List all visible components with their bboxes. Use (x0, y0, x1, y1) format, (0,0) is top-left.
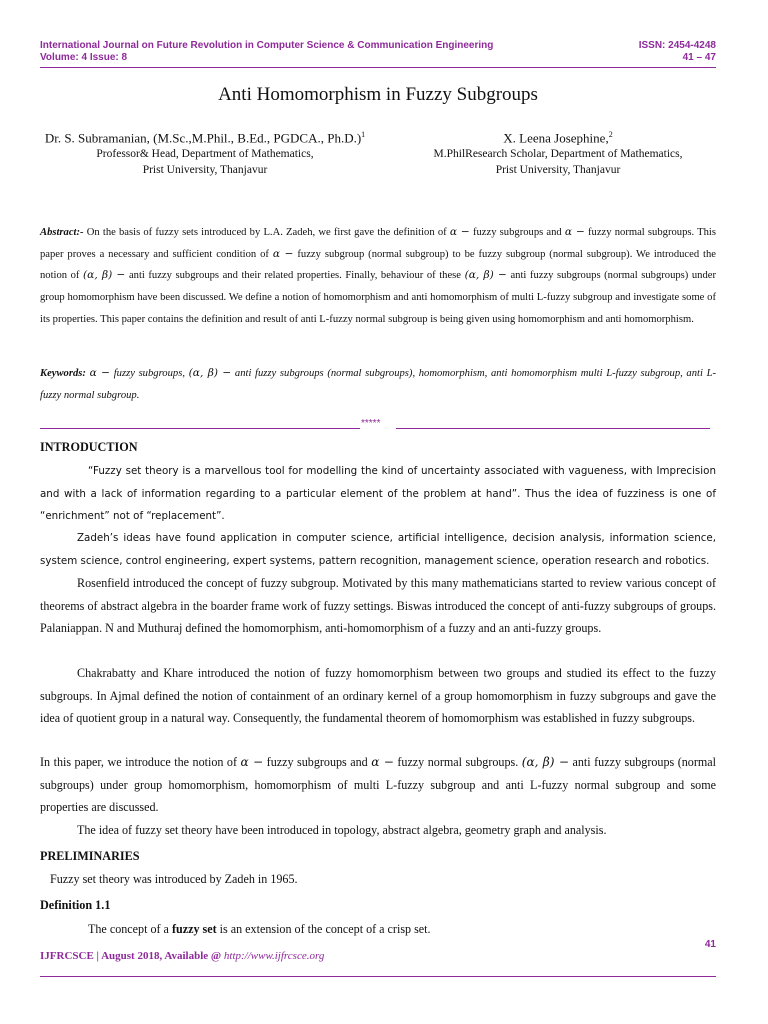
issn: ISSN: 2454-4248 (638, 40, 716, 51)
prelim-paragraph: Fuzzy set theory was introduced by Zadeh in 1965. (50, 872, 298, 886)
journal-name: International Journal on Future Revolution in Computer Science & Communication Engineering (40, 40, 494, 51)
footer-rule (40, 976, 716, 977)
page-range: 41 – 47 (682, 52, 716, 63)
abstract: Abstract:- On the basis of fuzzy sets introduced by L.A. Zadeh, we first gave the definition of α − fuzzy subgroups and α − fuzzy normal subgroups. This paper proves a necessary and sufficient condition of α − fuzzy subgroup (normal subgroup) to be fuzzy subgroup (normal subgroup). We introduced the notion of (α, β) − anti fuzzy subgroups and their related properties. Finally, behaviour of these (α, β) − anti fuzzy subgroups (normal subgroups) under group homomorphism have been discussed. We define a notion of homomorphism and anti homomorphism of multi L-fuzzy subgroup and investigate some of its properties. This paper contains the definition and result of anti L-fuzzy normal subgroup is being given using homomorphism and anti homomorphism. (40, 226, 716, 325)
intro-paragraph-3: Rosenfield introduced the concept of fuzzy subgroup. Motivated by this many mathematicians started to review various concept of theorems of abstract algebra in the boarder frame work of fuzzy settings. Biswas introduced the concept of anti-fuzzy subgroups of groups. Palaniappan. N and Muthuraj defined the homomorphism, anti-homomorphism of a fuzzy and an anti-fuzzy groups. (40, 576, 716, 636)
page-footer: IJFRCSCE | August 2018, Available @ http://www.ijfrcsce.org (40, 950, 325, 962)
alpha-symbol: α − (272, 247, 294, 260)
author-university: Prist University, Thanjavur (495, 164, 621, 177)
alpha-symbol: α − (371, 755, 394, 769)
journal-url[interactable]: http://www.ijfrcsce.org (223, 950, 325, 962)
alpha-beta-symbol: (α, β) − (464, 269, 507, 282)
author-affiliation: M.PhilResearch Scholar, Department of Mathematics, (433, 148, 683, 161)
alpha-symbol: α − (89, 367, 111, 379)
author-name: Dr. S. Subramanian, (M.Sc.,M.Phil., B.Ed., PGDCA., Ph.D.)$^1$ (44, 130, 366, 146)
separator-line-left (40, 428, 360, 429)
journal-info (40, 40, 493, 64)
alpha-symbol: α − (449, 226, 470, 238)
intro-paragraph-4: Chakrabatty and Khare introduced the notion of fuzzy homomorphism between two groups and studied its effect to the fuzzy subgroups. In Ajmal defined the notion of containment of an ordinary kernel of a group homomorphism in fuzzy subgroups and gave the idea of quotient group in a natural way. Consequently, the fundamental theorem of homomorphism was established in fuzzy subgroups. (40, 666, 716, 726)
alpha-beta-symbol: (α, β) − (188, 367, 232, 379)
separator-stars: ***** (361, 418, 381, 429)
intro-paragraph-6: The idea of fuzzy set theory have been introduced in topology, abstract algebra, geometry graph and analysis. (77, 823, 607, 837)
header-rule (40, 67, 716, 68)
paper-title: Anti Homomorphism in Fuzzy Subgroups (218, 84, 538, 105)
section-heading-introduction: INTRODUCTION (40, 440, 138, 454)
intro-paragraph-1: “Fuzzy set theory is a marvellous tool for modelling the kind of uncertainty associated with vagueness, with Imprecision and with a lack of information regarding to a particular element of the problem at hand”. Thus the idea of fuzziness is one of “enrichment” not of “replacement”. (40, 465, 716, 523)
abstract-label: Abstract:- (40, 227, 84, 238)
intro-paragraph-2: Zadeh’s ideas have found application in computer science, artificial intelligence, decision analysis, information science, system science, control engineering, expert systems, pattern recognition, management science, operation research and robotics. (40, 532, 716, 567)
definition-text: The concept of a fuzzy set is an extension of the concept of a crisp set. (88, 922, 431, 936)
author-1 (40, 126, 370, 178)
volume-issue: Volume: 4 Issue: 8 (40, 52, 128, 63)
author-university: Prist University, Thanjavur (142, 164, 268, 177)
author-name: X. Leena Josephine,$^2$ (503, 130, 613, 146)
alpha-beta-symbol: (α, β) − (521, 755, 569, 769)
section-heading-preliminaries: PRELIMINARIES (40, 849, 140, 863)
keywords-label: Keywords: (40, 368, 86, 379)
section-separator (40, 418, 716, 434)
alpha-beta-symbol: (α, β) − (83, 269, 126, 282)
author-2 (400, 126, 716, 178)
issn-info (639, 40, 716, 64)
alpha-symbol: α − (240, 755, 264, 769)
definition-heading: Definition 1.1 (40, 898, 111, 912)
alpha-symbol: α − (564, 226, 585, 238)
keywords: Keywords: α − fuzzy subgroups, (α, β) − anti fuzzy subgroups (normal subgroups), homomorphism, anti homomorphism multi L-fuzzy subgroup, anti L-fuzzy normal subgroup. (40, 367, 717, 401)
page-number: 41 (704, 939, 716, 950)
intro-paragraph-5: In this paper, we introduce the notion of α − fuzzy subgroups and α − fuzzy normal subgroups. (α, β) − anti fuzzy subgroups (normal subgroups) under group homomorphism, homomorphism of multi L-fuzzy subgroup and anti L-fuzzy normal subgroup and some properties are discussed. (40, 755, 717, 815)
separator-line-right (396, 428, 710, 429)
author-affiliation: Professor& Head, Department of Mathematics, (96, 148, 314, 161)
